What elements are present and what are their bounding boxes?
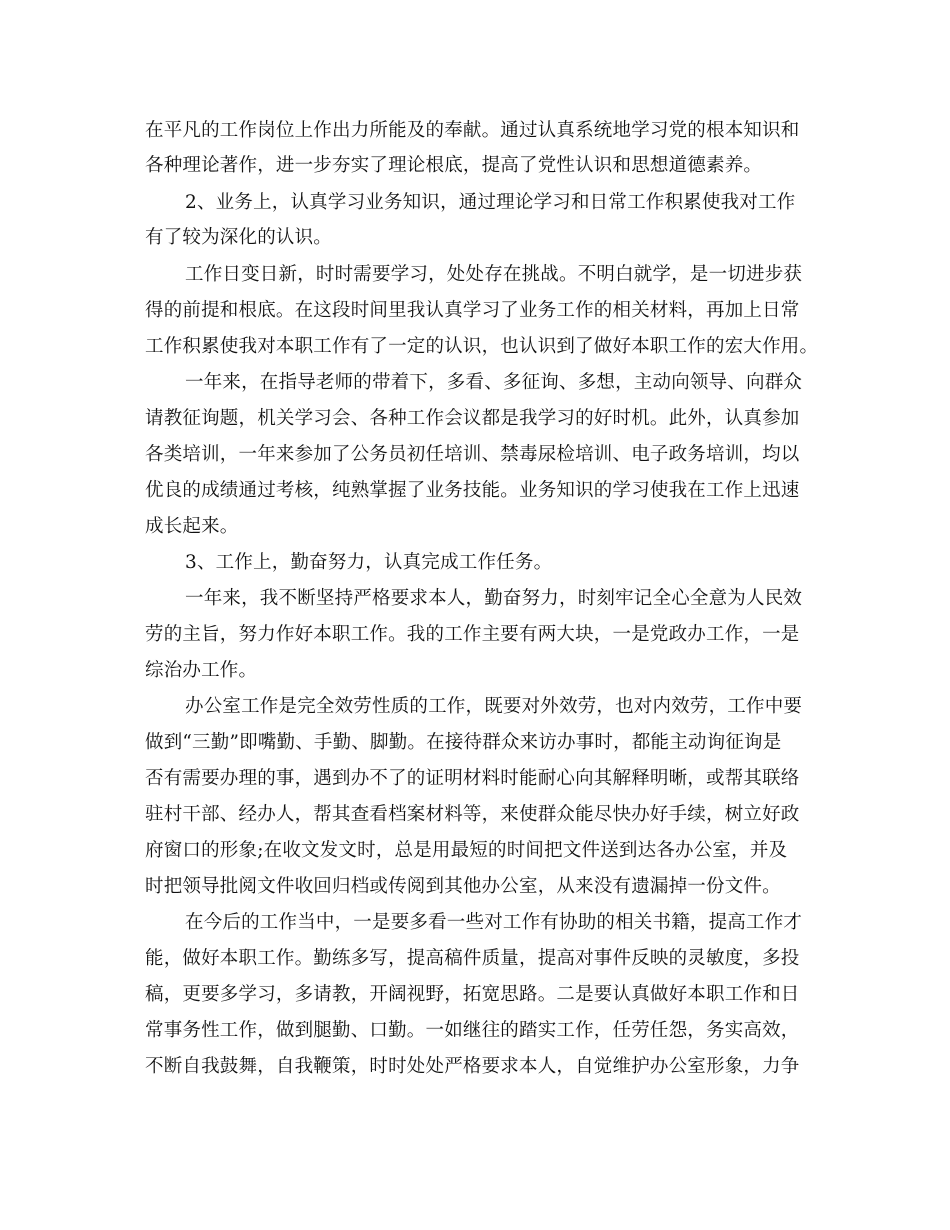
text-line: 得的前提和根底。在这段时间里我认真学习了业务工作的相关材料，再加上日常 (145, 300, 800, 321)
text-line: 综治办工作。 (145, 660, 258, 681)
text-line: 各种理论著作，进一步夯实了理论根底，提高了党性认识和思想道德素养。 (145, 155, 763, 176)
text-line: 办公室工作是完全效劳性质的工作，既要对外效劳，也对内效劳，工作中要 (185, 696, 803, 717)
text-line: 各类培训，一年来参加了公务员初任培训、禁毒尿检培训、电子政务培训，均以 (145, 444, 800, 465)
text-line: 能，做好本职工作。勤练多写，提高稿件质量，提高对事件反映的灵敏度，多投 (145, 948, 800, 969)
text-line: 稿，更要多学习，多请教，开阔视野，拓宽思路。二是要认真做好本职工作和日 (145, 984, 800, 1005)
text-line: 在平凡的工作岗位上作出力所能及的奉献。通过认真系统地学习党的根本知识和 (145, 120, 800, 141)
text-line: 优良的成绩通过考核，纯熟掌握了业务技能。业务知识的学习使我在工作上迅速 (145, 480, 800, 501)
text-line: 不断自我鼓舞，自我鞭策，时时处处严格要求本人，自觉维护办公室形象，力争 (145, 1056, 800, 1077)
text-line: 府窗口的形象;在收文发文时，总是用最短的时间把文件送到达各办公室，并及 (145, 840, 788, 861)
text-line: 2、业务上，认真学习业务知识，通过理论学习和日常工作积累使我对工作 (185, 192, 796, 213)
text-line: 一年来，我不断坚持严格要求本人，勤奋努力，时刻牢记全心全意为人民效 (185, 588, 803, 609)
text-line: 时把领导批阅文件收回归档或传阅到其他办公室，从来没有遗漏掉一份文件。 (145, 876, 781, 897)
text-line: 在今后的工作当中，一是要多看一些对工作有协助的相关书籍，提高工作才 (185, 912, 803, 933)
text-line: 驻村干部、经办人，帮其查看档案材料等，来使群众能尽快办好手续，树立好政 (145, 804, 800, 825)
text-line: 3、工作上，勤奋努力，认真完成工作任务。 (185, 552, 553, 573)
text-line: 劳的主旨，努力作好本职工作。我的工作主要有两大块，一是党政办工作，一是 (145, 624, 800, 645)
text-line: 请教征询题，机关学习会、各种工作会议都是我学习的好时机。此外，认真参加 (145, 408, 800, 429)
text-line: 做到“三勤”即嘴勤、手勤、脚勤。在接待群众来访办事时，都能主动询征询是 (145, 732, 782, 753)
text-line: 常事务性工作，做到腿勤、口勤。一如继往的踏实工作，任劳任怨，务实高效， (145, 1020, 800, 1041)
text-line: 有了较为深化的认识。 (145, 227, 333, 248)
text-line: 一年来，在指导老师的带着下，多看、多征询、多想，主动向领导、向群众 (185, 372, 803, 393)
text-line: 成长起来。 (145, 516, 239, 537)
text-line: 工作日变日新，时时需要学习，处处存在挑战。不明白就学，是一切进步获 (185, 264, 803, 285)
text-line: 工作积累使我对本职工作有了一定的认识，也认识到了做好本职工作的宏大作用。 (145, 336, 819, 357)
text-line: 否有需要办理的事，遇到办不了的证明材料时能耐心向其解释明晰，或帮其联络 (145, 768, 800, 789)
